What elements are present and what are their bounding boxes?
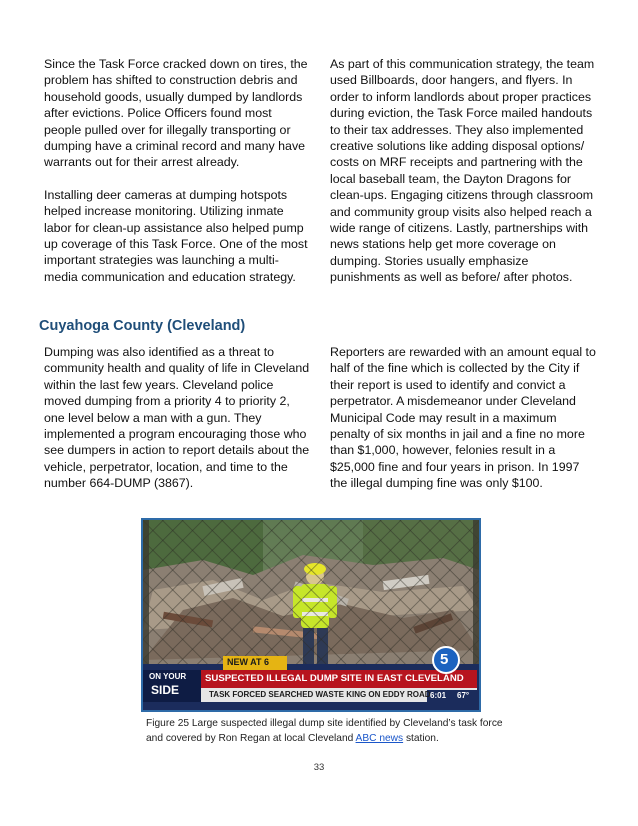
section-heading-cuyahoga: Cuyahoga County (Cleveland)	[39, 318, 246, 334]
news-temperature: 67°	[457, 691, 470, 700]
news-screenshot-photo	[141, 518, 481, 712]
news-on-your-label: ON YOUR	[149, 672, 187, 681]
top-right-column	[330, 56, 598, 286]
news-subhead: TASK FORCED SEARCHED WASTE KING ON EDDY ROAD	[209, 690, 431, 699]
news-side-label: SIDE	[151, 683, 180, 697]
page-number: 33	[313, 762, 325, 773]
news-new-at-label: NEW AT 6	[227, 657, 269, 667]
news-headline: SUSPECTED ILLEGAL DUMP SITE IN EAST CLEVELAND	[205, 673, 464, 684]
paragraph-dumping-threat: Dumping was also identified as a threat to community health and quality of life in Cleveland within the last few years. Cleveland police moved dumping from a priority 4 to priority 2, one level below a man with a gun. They implemented a program encouraging those who see dumpers in action to report details about the vehicle, perpetrator, location, and time to the number 664-DUMP (3867).	[44, 345, 310, 491]
paragraph-deer-cameras: Installing deer cameras at dumping hotspots helped increase monitoring. Utilizing inmate labor for clean-up assistance also helped pump up coverage of this Task Force. One of the most important strategies was launching a multi-media communication and education strategy.	[44, 187, 308, 284]
news-time: 6:01	[430, 691, 447, 700]
figure-caption	[146, 716, 506, 746]
paragraph-communication-strategy: As part of this communication strategy, the team used Billboards, door hangers, and flyers. In order to inform landlords about proper practices during eviction, the Task Force mailed handouts to their tax addresses. They also implemented creative solutions like adding disposal options/ costs on MRF receipts and partnering with the local baseball team, the Dayton Dragons for clean-ups. Engaging citizens through classroom and community group visits also helped reach a wide range of citizens. Lastly, partnerships with news stations help get more coverage on dumping. Stories usually emphasize punishments as well as before/ after photos.	[330, 57, 595, 285]
paragraph-reporters-rewarded: Reporters are rewarded with an amount equal to half of the fine which is collected by the City if their report is used to identify and convict a perpetrator. A misdemeanor under Cleveland Municipal Code may result in a maximum penalty of six months in jail and a fine no more than $1,000, however, felonies result in a $25,000 fine and four years in prison. In 1997 the illegal dumping fine was only $100.	[330, 345, 596, 491]
channel-logo: 5	[440, 651, 449, 668]
cleveland-right-column	[330, 344, 598, 492]
top-left-column	[44, 56, 312, 285]
cleveland-left-column	[44, 344, 312, 492]
paragraph-task-force-tires: Since the Task Force cracked down on tires, the problem has shifted to construction debris and household goods, usually dumped by landlords after evictions. Police Officers found most people pulled over for illegally transporting or dumping have a criminal record and many have warrants out for their arrest already.	[44, 57, 308, 170]
caption-text-end: station.	[403, 733, 439, 744]
abc-news-link[interactable]: ABC news	[355, 733, 404, 744]
caption-text: Figure 25 Large suspected illegal dump site identified by Cleveland’s task force and covered by Ron Regan at local Cleveland	[146, 718, 503, 744]
